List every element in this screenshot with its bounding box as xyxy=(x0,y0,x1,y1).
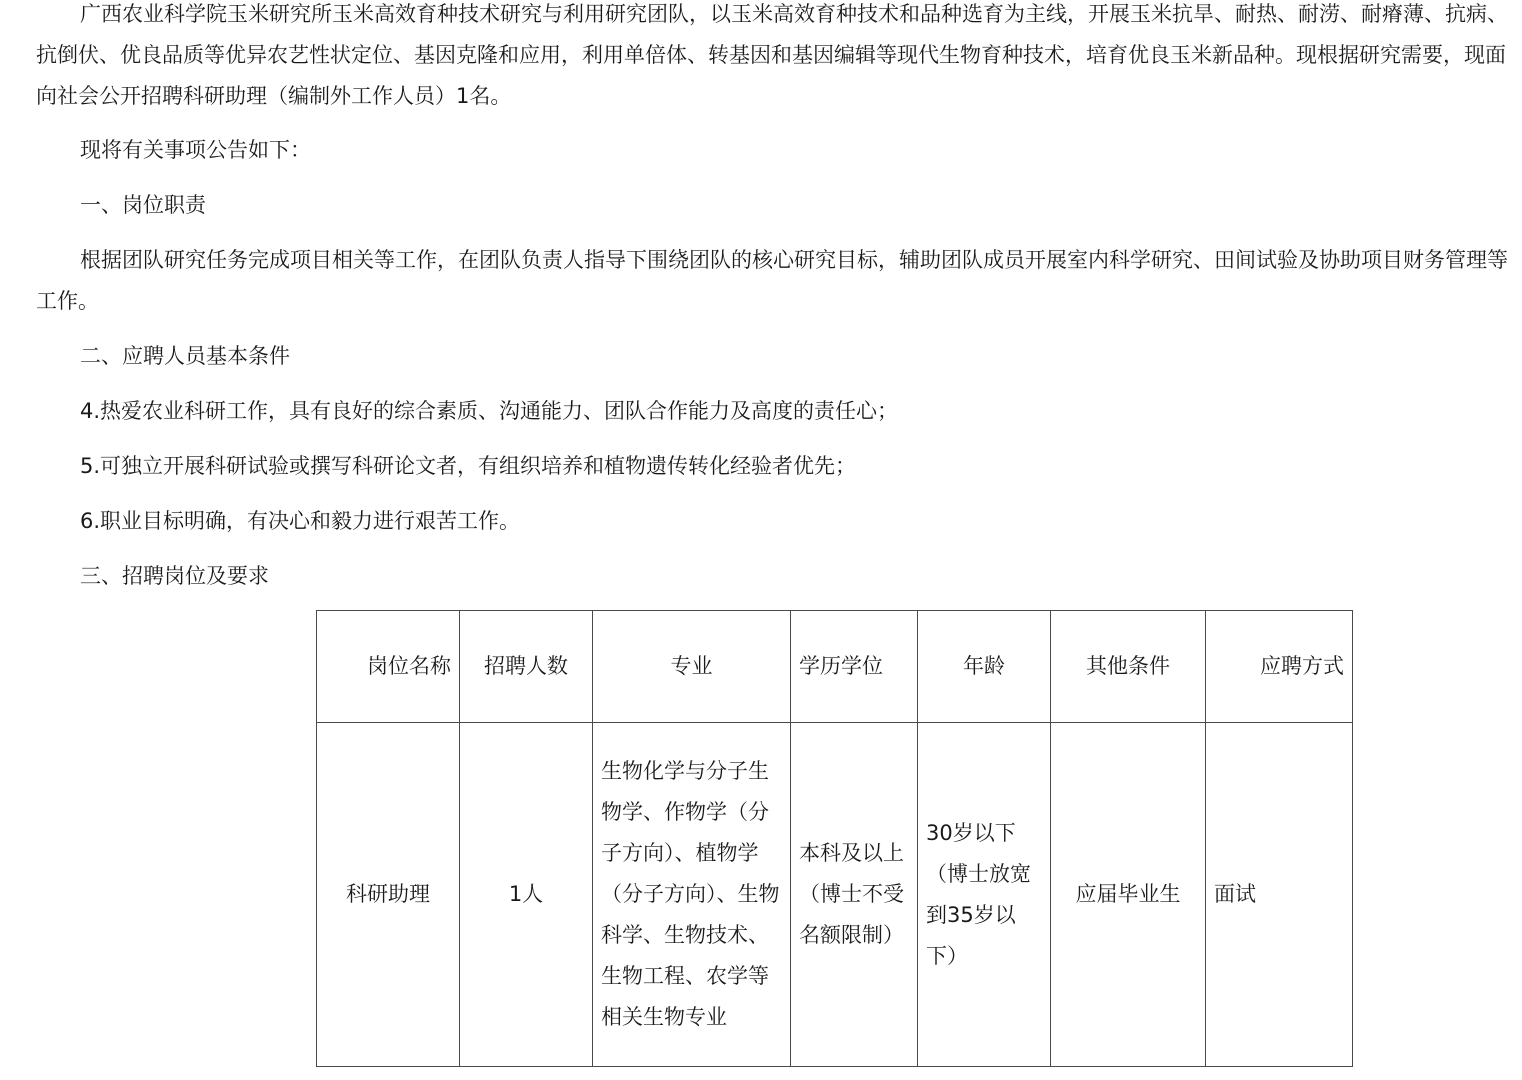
cell-education: 本科及以上（博士不受名额限制） xyxy=(791,723,918,1067)
cell-headcount: 1人 xyxy=(460,723,593,1067)
positions-table xyxy=(316,610,1353,1067)
section-heading-duties: 一、岗位职责 xyxy=(80,193,206,217)
header-education: 学历学位 xyxy=(791,611,918,723)
intro-paragraph: 广西农业科学院玉米研究所玉米高效育种技术研究与利用研究团队，以玉米高效育种技术和品种选育为主线，开展玉米抗旱、耐热、耐涝、耐瘠薄、抗病、抗倒伏、优良品质等优异农艺性状定位、基因克隆和应用，利用单倍体、转基因和基因编辑等现代生物育种技术，培育优良玉米新品种。现根据研究需要，现面向社会公开招聘科研助理（编制外工作人员）1名。 xyxy=(36,2,1508,108)
cell-application-method: 面试 xyxy=(1206,723,1353,1067)
section-heading-positions: 三、招聘岗位及要求 xyxy=(80,564,269,588)
header-application-method: 应聘方式 xyxy=(1206,611,1353,723)
requirement-item-5: 5.可独立开展科研试验或撰写科研论文者，有组织培养和植物遗传转化经验者优先； xyxy=(80,454,857,478)
cell-major: 生物化学与分子生物学、作物学（分子方向）、植物学（分子方向）、生物科学、生物技术、生物工程、农学等相关生物专业 xyxy=(593,723,791,1067)
header-major: 专业 xyxy=(593,611,791,723)
cell-position-name: 科研助理 xyxy=(317,723,460,1067)
duties-paragraph: 根据团队研究任务完成项目相关等工作，在团队负责人指导下围绕团队的核心研究目标，辅助团队成员开展室内科学研究、田间试验及协助项目财务管理等工作。 xyxy=(36,248,1508,313)
requirement-item-6: 6.职业目标明确，有决心和毅力进行艰苦工作。 xyxy=(80,509,521,533)
table-header-row xyxy=(317,611,1353,723)
notice-line: 现将有关事项公告如下： xyxy=(80,138,311,162)
header-headcount: 招聘人数 xyxy=(460,611,593,723)
header-position-name: 岗位名称 xyxy=(317,611,460,723)
table-row xyxy=(317,723,1353,1067)
cell-other-conditions: 应届毕业生 xyxy=(1051,723,1206,1067)
section-heading-requirements: 二、应聘人员基本条件 xyxy=(80,344,290,368)
header-other-conditions: 其他条件 xyxy=(1051,611,1206,723)
cell-age: 30岁以下（博士放宽到35岁以下） xyxy=(918,723,1051,1067)
requirement-item-4: 4.热爱农业科研工作，具有良好的综合素质、沟通能力、团队合作能力及高度的责任心； xyxy=(80,399,899,423)
header-age: 年龄 xyxy=(918,611,1051,723)
